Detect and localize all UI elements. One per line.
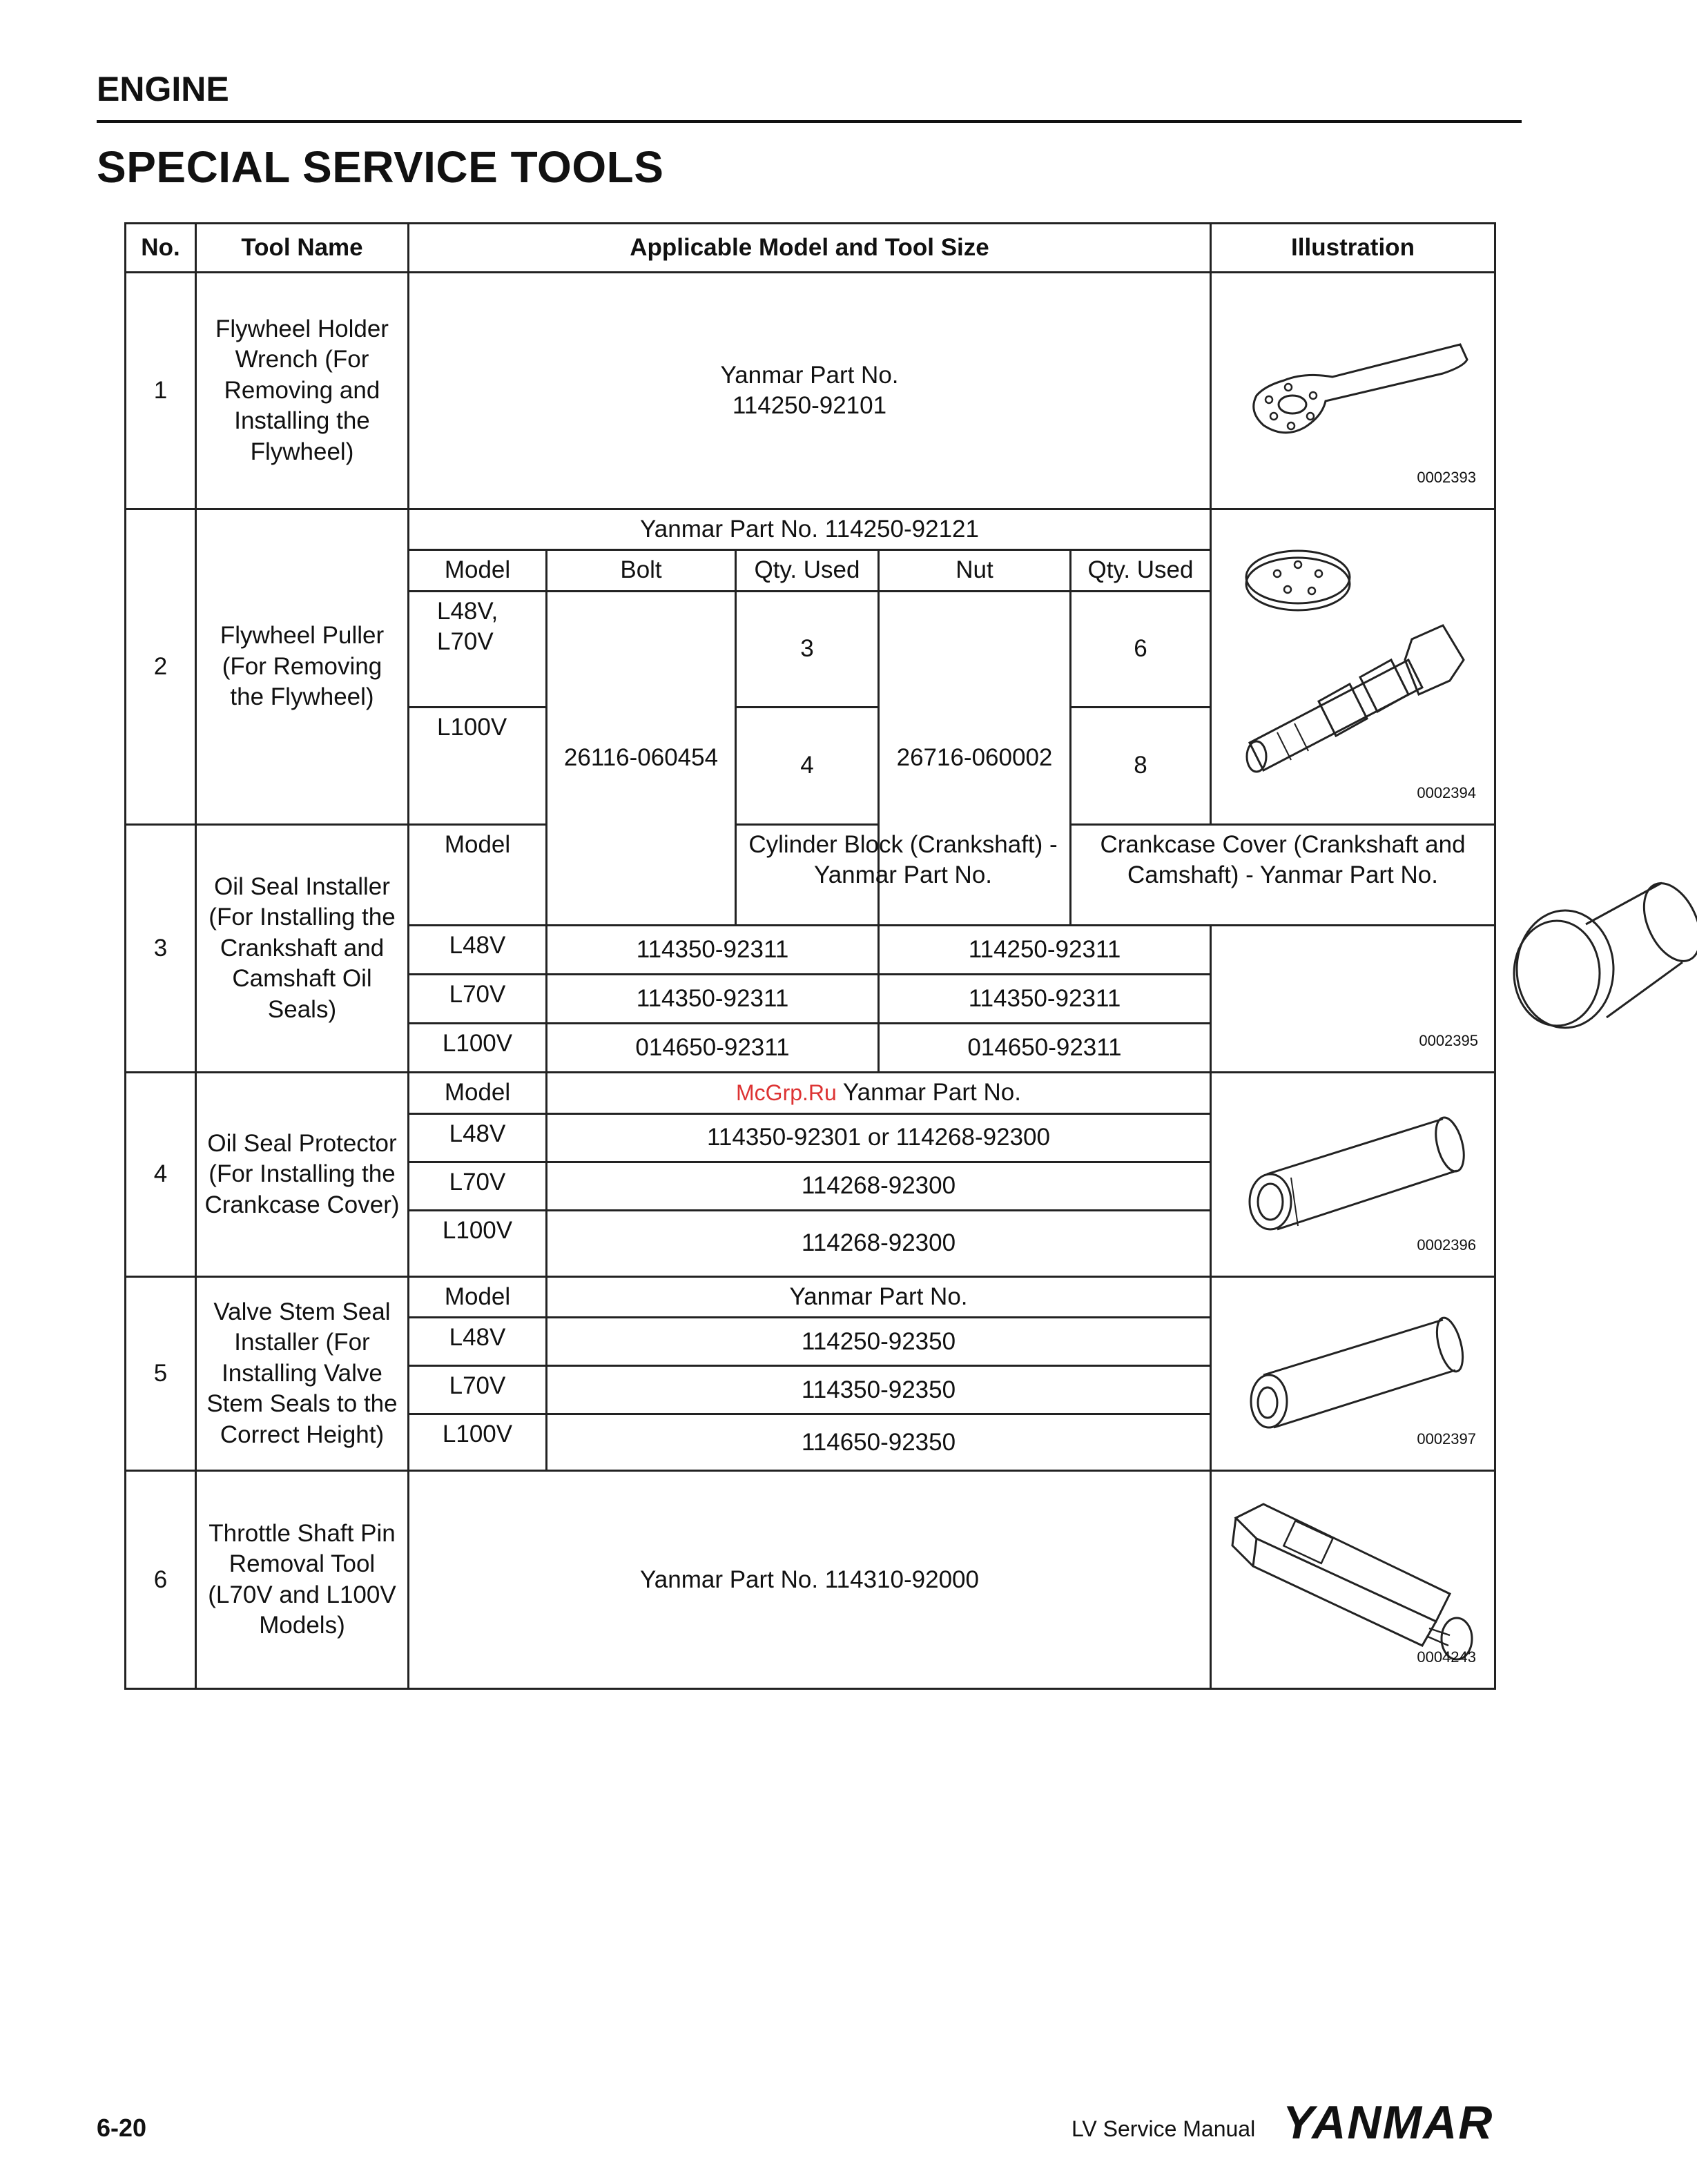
subheader-nut: Nut bbox=[879, 550, 1071, 591]
subheader-part bbox=[547, 1072, 1211, 1113]
model-cell: L100V bbox=[409, 1414, 547, 1471]
nut-qty: 6 bbox=[1071, 591, 1211, 707]
part-number: 114250-92350 bbox=[547, 1318, 1211, 1366]
nut-part: 26716-060002 bbox=[879, 591, 1071, 925]
model-cell: L48V bbox=[409, 925, 547, 974]
figure-id: 0002394 bbox=[1417, 783, 1476, 801]
part-number: 114268-92300 bbox=[547, 1210, 1211, 1276]
tool-part bbox=[409, 273, 1211, 509]
tool-number: 5 bbox=[126, 1276, 196, 1470]
model-cell: L48V bbox=[409, 1113, 547, 1162]
flywheel-holder-wrench-illustration bbox=[1236, 332, 1471, 449]
subheader-bolt-qty: Qty. Used bbox=[736, 550, 879, 591]
part-number: 114350-92350 bbox=[547, 1366, 1211, 1414]
nut-qty: 8 bbox=[1071, 707, 1211, 824]
tool-number: 3 bbox=[126, 824, 196, 1072]
model-cell: L48V bbox=[409, 1318, 547, 1366]
cover-part: 114350-92311 bbox=[879, 974, 1211, 1023]
bolt-qty: 3 bbox=[736, 591, 879, 707]
model-cell: L70V bbox=[409, 1162, 547, 1210]
cover-part: 114250-92311 bbox=[879, 925, 1211, 974]
illustration-cell bbox=[1211, 273, 1495, 509]
col-header-tool-name: Tool Name bbox=[196, 224, 409, 273]
table-row bbox=[126, 1471, 1495, 1689]
col-header-no: No. bbox=[126, 224, 196, 273]
illustration-cell bbox=[1211, 509, 1495, 825]
subheader-cover: Crankcase Cover (Crankshaft and Camshaft) - Yanmar Part No. bbox=[1071, 824, 1495, 925]
oil-seal-protector-illustration bbox=[1236, 1105, 1471, 1243]
tool-name: Flywheel Puller (For Removing the Flywheel) bbox=[196, 509, 409, 825]
bolt-qty: 4 bbox=[736, 707, 879, 824]
subheader-model: Model bbox=[409, 824, 547, 925]
tool-number: 6 bbox=[126, 1471, 196, 1689]
subheader-model: Model bbox=[409, 1276, 547, 1317]
throttle-shaft-pin-removal-tool-illustration bbox=[1222, 1490, 1484, 1670]
header-rule bbox=[97, 120, 1522, 123]
part-number: 114250-92101 bbox=[732, 392, 887, 419]
table-row bbox=[126, 824, 1495, 925]
tool-part: Yanmar Part No. 114310-92000 bbox=[409, 1471, 1211, 1689]
yanmar-logo bbox=[1283, 2098, 1531, 2147]
tool-number: 2 bbox=[126, 509, 196, 825]
part-number: 114350-92301 or 114268-92300 bbox=[547, 1113, 1211, 1162]
model-cell: L100V bbox=[409, 1023, 547, 1072]
col-header-applicable: Applicable Model and Tool Size bbox=[409, 224, 1211, 273]
oil-seal-installer-illustration bbox=[1503, 859, 1697, 1038]
page-title: SPECIAL SERVICE TOOLS bbox=[97, 142, 664, 192]
section-label: ENGINE bbox=[97, 70, 229, 108]
illustration-cell bbox=[1211, 1072, 1495, 1276]
flywheel-puller-illustration bbox=[1236, 536, 1471, 798]
model-cell: L70V bbox=[409, 1366, 547, 1414]
yanmar-logo-text: YANMAR bbox=[1283, 2098, 1494, 2147]
block-part: 014650-92311 bbox=[547, 1023, 879, 1072]
subheader-model: Model bbox=[409, 550, 547, 591]
part-number: 114268-92300 bbox=[547, 1162, 1211, 1210]
bolt-part: 26116-060454 bbox=[547, 591, 736, 925]
block-part: 114350-92311 bbox=[547, 925, 879, 974]
part-label: Yanmar Part No. bbox=[720, 361, 899, 389]
block-part: 114350-92311 bbox=[547, 974, 879, 1023]
subheader-part-label: Yanmar Part No. bbox=[842, 1079, 1021, 1106]
model-cell: L100V bbox=[409, 1210, 547, 1276]
special-tools-table bbox=[124, 222, 1496, 1690]
tool-name: Throttle Shaft Pin Removal Tool (L70V and L100V Models) bbox=[196, 1471, 409, 1689]
figure-id: 0002395 bbox=[1419, 1031, 1478, 1049]
model-cell: L70V bbox=[409, 974, 547, 1023]
part-number: 114650-92350 bbox=[547, 1414, 1211, 1471]
subheader-model: Model bbox=[409, 1072, 547, 1113]
figure-id: 0002393 bbox=[1417, 469, 1476, 487]
subheader-bolt: Bolt bbox=[547, 550, 736, 591]
cover-part: 014650-92311 bbox=[879, 1023, 1211, 1072]
illustration-cell bbox=[1211, 1276, 1495, 1470]
tool-part: Yanmar Part No. 114250-92121 bbox=[409, 509, 1211, 550]
manual-title: LV Service Manual bbox=[1071, 2116, 1256, 2141]
tool-name: Valve Stem Seal Installer (For Installing Valve Stem Seals to the Correct Height) bbox=[196, 1276, 409, 1470]
table-row bbox=[126, 509, 1495, 550]
tool-name: Oil Seal Installer (For Installing the Crankshaft and Camshaft Oil Seals) bbox=[196, 824, 409, 1072]
watermark: McGrp.Ru bbox=[736, 1080, 837, 1106]
col-header-illustration: Illustration bbox=[1211, 224, 1495, 273]
tool-number: 1 bbox=[126, 273, 196, 509]
table-row bbox=[126, 1276, 1495, 1317]
table-row bbox=[126, 1072, 1495, 1113]
table-header-row bbox=[126, 224, 1495, 273]
model-cell: L100V bbox=[409, 707, 547, 824]
subheader-part: Yanmar Part No. bbox=[547, 1276, 1211, 1317]
page-number: 6-20 bbox=[97, 2114, 147, 2142]
subheader-block: Cylinder Block (Crankshaft) - Yanmar Part No. bbox=[736, 824, 1071, 925]
model-cell: L48V, L70V bbox=[409, 591, 547, 707]
tool-name: Flywheel Holder Wrench (For Removing and Installing the Flywheel) bbox=[196, 273, 409, 509]
figure-id: 0002396 bbox=[1417, 1236, 1476, 1254]
subheader-nut-qty: Qty. Used bbox=[1071, 550, 1211, 591]
figure-id: 0002397 bbox=[1417, 1430, 1476, 1448]
illustration-cell bbox=[1211, 1471, 1495, 1689]
tool-name: Oil Seal Protector (For Installing the Crankcase Cover) bbox=[196, 1072, 409, 1276]
tool-number: 4 bbox=[126, 1072, 196, 1276]
figure-id: 0004243 bbox=[1417, 1648, 1476, 1666]
table-row bbox=[126, 273, 1495, 509]
valve-stem-seal-installer-illustration bbox=[1236, 1305, 1471, 1443]
